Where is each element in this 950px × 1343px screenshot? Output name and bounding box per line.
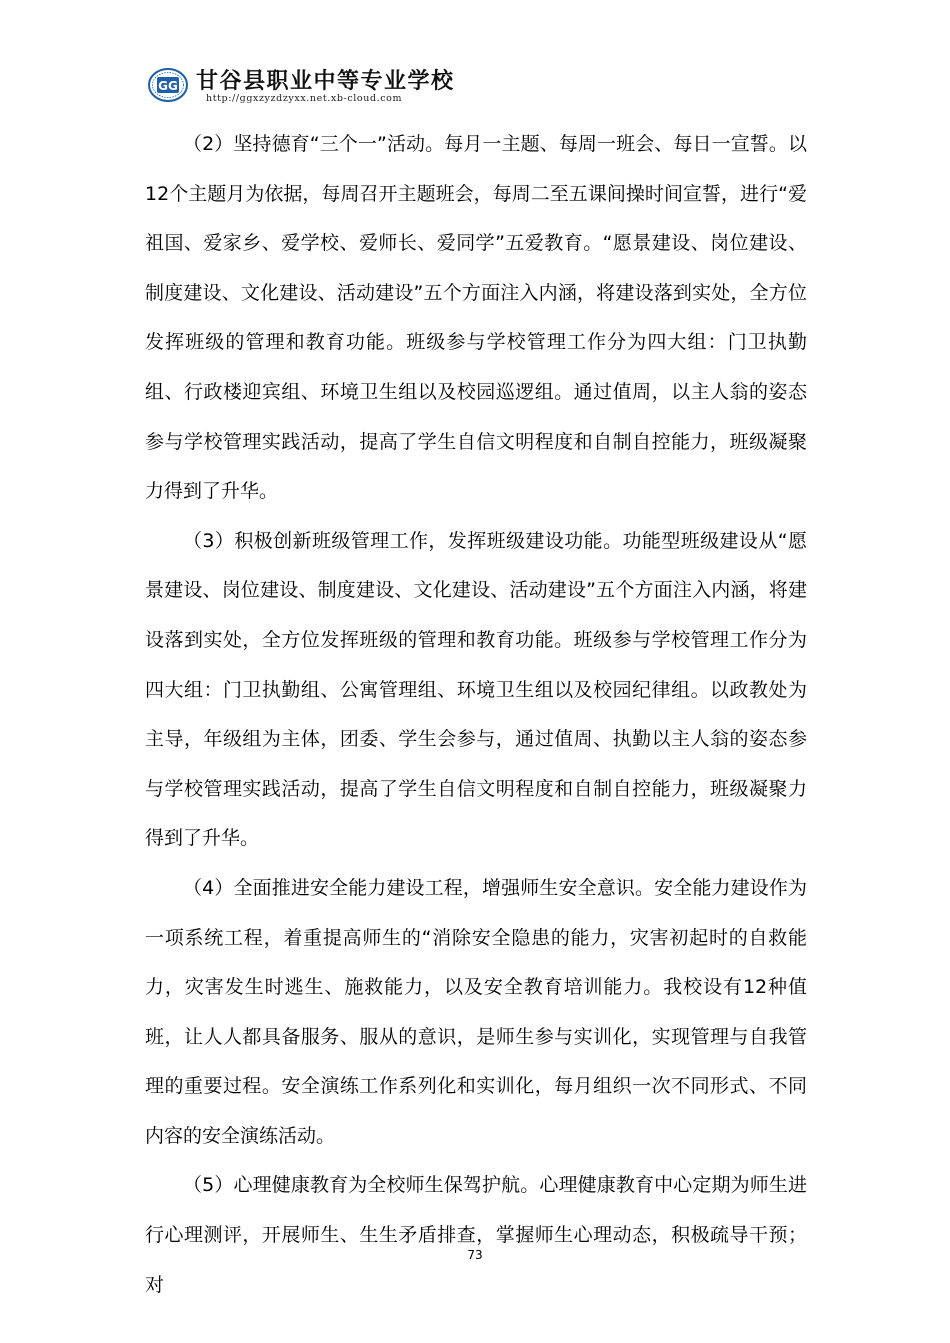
document-body [145,120,807,1310]
paragraph: （3）积极创新班级管理工作，发挥班级建设功能。功能型班级建设从“愿景建设、岗位建设、制度建设、文化建设、活动建设”五个方面注入内涵，将建设落到实处，全方位发挥班级的管理和教育功能。班级参与学校管理工作分为四大组：门卫执勤组、公寓管理组、环境卫生组以及校园纪律组。以政教处为主导，年级组为主体，团委、学生会参与，通过值周、执勤以主人翁的姿态参与学校管理实践活动，提高了学生自信文明程度和自制自控能力，班级凝聚力得到了升华。 [145,529,807,850]
page-header [148,66,548,106]
page-number: 73 [467,1248,483,1262]
paragraph: （2）坚持德育“三个一”活动。每月一主题、每周一班会、每日一宣誓。以12个主题月为依据，每周召开主题班会，每周二至五课间操时间宣誓，进行“爱祖国、爱家乡、爱学校、爱师长、爱同学”五爱教育。“愿景建设、岗位建设、制度建设、文化建设、活动建设”五个方面注入内涵，将建设落到实处，全方位发挥班级的管理和教育功能。班级参与学校管理工作分为四大组：门卫执勤组、行政楼迎宾组、环境卫生组以及校园巡逻组。通过值周，以主人翁的姿态参与学校管理实践活动，提高了学生自信文明程度和自制自控能力，班级凝聚力得到了升华。 [145,133,807,503]
paragraph: （5）心理健康教育为全校师生保驾护航。心理健康教育中心定期为师生进行心理测评，开展师生、生生矛盾排查，掌握师生心理动态，积极疏导干预；对 [145,1174,807,1296]
school-logo [148,68,188,102]
logo-text: GG [158,79,178,93]
school-url: http://ggxzyzdzyxx.net.xb-cloud.com [206,93,403,104]
school-name: 甘谷县职业中等专业学校 [196,68,455,94]
paragraph: （4）全面推进安全能力建设工程，增强师生安全意识。安全能力建设作为一项系统工程，着重提高师生的“消除安全隐患的能力，灾害初起时的自救能力，灾害发生时逃生、施救能力，以及安全教育培训能力。我校设有12种值班，让人人都具备服务、服从的意识，是师生参与实训化，实现管理与自我管理的重要过程。安全演练工作系列化和实训化，每月组织一次不同形式、不同内容的安全演练活动。 [145,876,807,1147]
